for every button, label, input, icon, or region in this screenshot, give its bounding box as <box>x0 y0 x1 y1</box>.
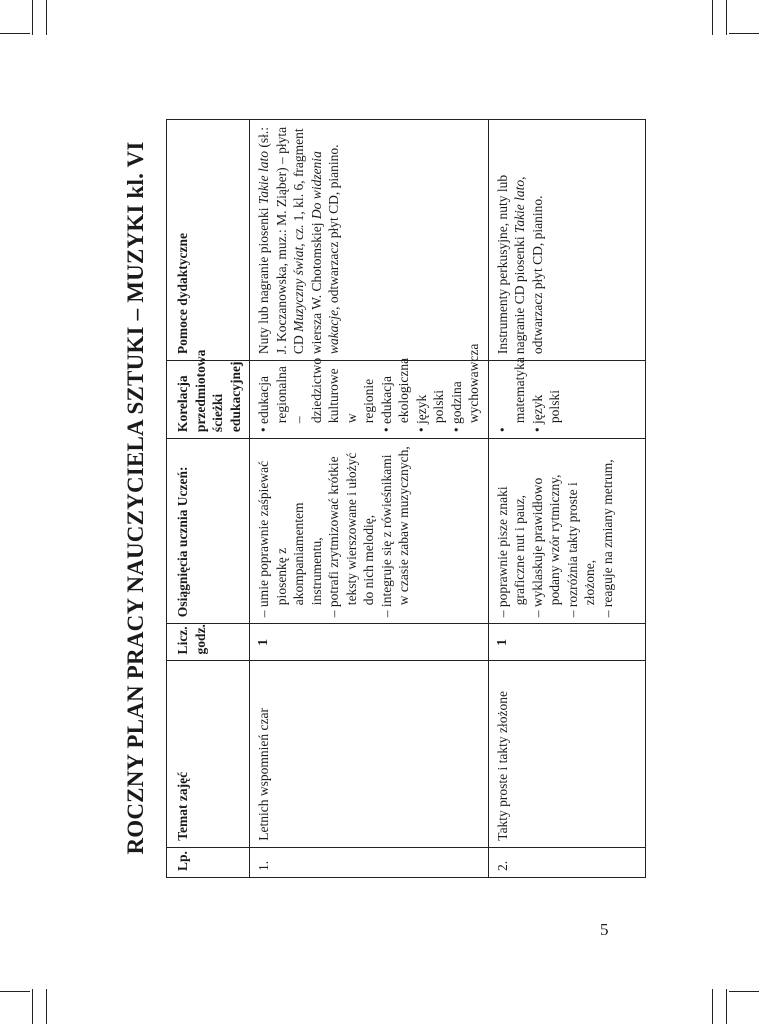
achievement-item: – reaguje na zmiany metrum, <box>599 459 615 618</box>
header-hours: Licz. godz. <box>167 624 250 661</box>
plan-table <box>166 119 646 878</box>
row-correlation <box>250 343 489 439</box>
correlation-item: • edukacja ekologiczna <box>378 357 411 433</box>
crop-mark <box>32 0 33 35</box>
crop-mark <box>46 0 47 35</box>
row-achievements <box>488 439 645 624</box>
table-row <box>250 120 489 878</box>
aids-text: Instrumenty perkusyjne, nuty lub nagranie CD piosenki <box>494 174 527 355</box>
crop-mark <box>726 0 727 35</box>
row-aids <box>488 120 645 361</box>
row-correlation <box>488 357 645 439</box>
aids-text: , odtwarzacz płyt CD, pianino. <box>326 144 341 310</box>
achievement-item: – rozróżnia takty proste i złożone, <box>564 482 597 618</box>
crop-mark <box>46 989 47 1024</box>
crop-mark <box>726 989 727 1024</box>
album-title: Muzyczny świat <box>291 246 306 332</box>
aids-text: , odtwarzacz płyt CD, pianino. <box>512 176 545 355</box>
header-achievements: Osiągnięcia ucznia Uczeń: <box>167 439 250 624</box>
crop-mark <box>712 0 713 35</box>
row-topic: Takty proste i takty złożone <box>488 661 645 847</box>
correlation-item: • matematyka <box>494 357 527 433</box>
achievement-item: – potrafi zrytmizować krótkie teksty wierszowane i ułożyć do nich melodię, <box>326 452 376 618</box>
row-topic: Letnich wspomnień czar <box>250 661 489 847</box>
header-topic: Temat zajęć <box>167 661 250 847</box>
achievement-item: – umie poprawnie zaśpiewać piosenkę z akompaniamentem instrumentu, <box>256 460 324 618</box>
row-aids <box>250 120 489 361</box>
correlation-item: • edukacja regionalna – dziedzictwo kulturowe w regionie <box>256 357 376 433</box>
row-achievements <box>250 439 489 624</box>
page-number: 5 <box>600 920 609 939</box>
crop-mark <box>712 989 713 1024</box>
table-row <box>488 120 645 878</box>
table-header-row <box>167 120 250 878</box>
song-title: Takie lato <box>256 150 271 205</box>
crop-mark <box>729 991 759 992</box>
aids-text: Nuty lub nagranie piosenki <box>256 204 271 355</box>
row-lp: 1. <box>250 847 489 877</box>
achievement-item: – integruje się z rówieśnikami w czasie zabaw muzycznych, <box>378 446 411 618</box>
row-hours: 1 <box>488 624 645 661</box>
row-hours: 1 <box>250 624 489 661</box>
crop-mark <box>0 991 30 992</box>
rotated-content <box>118 118 621 878</box>
achievement-item: – wyklaskuje prawidłowo podany wzór rytmiczny, <box>529 474 562 618</box>
document-title: ROCZNY PLAN PRACY NAUCZYCIELA SZTUKI – MUZYKI kl. VI <box>123 141 148 855</box>
crop-mark <box>0 33 30 34</box>
crop-mark <box>32 989 33 1024</box>
song-title: Takie lato <box>512 179 527 233</box>
correlation-item: • język polski <box>529 390 562 433</box>
crop-mark <box>729 33 759 34</box>
header-lp: Lp. <box>167 847 250 877</box>
achievement-item: – poprawnie pisze znaki graficzne nut i pauz, <box>494 486 527 618</box>
aids-text: , cz. 1, kl. 6, fragment wiersza W. Chotomskiej <box>291 128 324 355</box>
header-correlation: Korelacja przedmiotowa ścieżki edukacyjnej <box>167 361 250 439</box>
row-lp: 2. <box>488 847 645 877</box>
poem-title: Do widzenia wakacje <box>308 151 341 355</box>
correlation-item: • język polski <box>413 390 446 433</box>
header-aids: Pomoce dydaktyczne <box>167 120 250 361</box>
correlation-item: • godzina wychowawcza <box>448 343 481 433</box>
aids-text: (sł.: J. Koczanowska, muz.: M. Ziąber) – płyta CD <box>256 126 306 355</box>
